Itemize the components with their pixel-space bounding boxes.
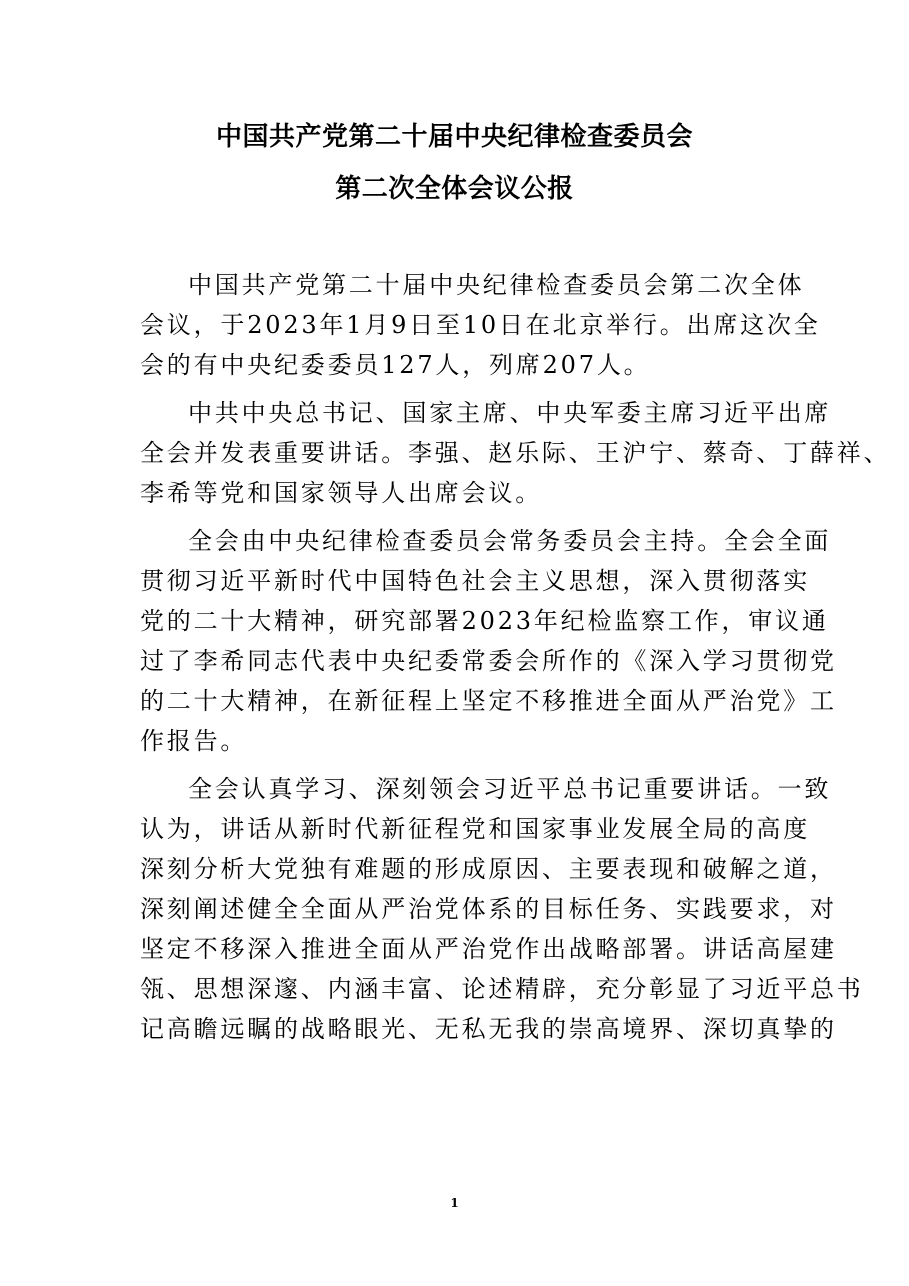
text-line: 的二十大精神，在新征程上坚定不移推进全面从严治党》工 bbox=[140, 687, 837, 715]
text-line: 过了李希同志代表中央纪委常委会所作的《深入学习贯彻党 bbox=[140, 647, 837, 675]
paragraph bbox=[140, 393, 891, 513]
text-line: 李希等党和国家领导人出席会议。 bbox=[140, 479, 542, 507]
paragraph bbox=[140, 265, 821, 385]
document-body bbox=[140, 265, 891, 1057]
document-title bbox=[0, 124, 909, 202]
title-line: 中国共产党第二十届中央纪律检查委员会 bbox=[215, 122, 693, 152]
text-line: 中共中央总书记、国家主席、中央军委主席习近平出席 bbox=[188, 399, 832, 427]
title-line: 第二次全体会议公报 bbox=[335, 174, 574, 204]
text-line: 作报告。 bbox=[140, 727, 248, 755]
text-line: 深刻阐述健全全面从严治党体系的目标任务、实践要求，对 bbox=[140, 895, 837, 923]
text-line: 会的有中央纪委委员127人，列席207人。 bbox=[140, 351, 651, 379]
text-line: 记高瞻远瞩的战略眼光、无私无我的崇高境界、深切真挚的 bbox=[140, 1015, 837, 1043]
text-line: 认为，讲话从新时代新征程党和国家事业发展全局的高度 bbox=[140, 815, 810, 843]
text-line: 全会认真学习、深刻领会习近平总书记重要讲话。一致 bbox=[188, 775, 832, 803]
paragraph bbox=[140, 521, 837, 761]
text-line: 贯彻习近平新时代中国特色社会主义思想，深入贯彻落实 bbox=[140, 567, 810, 595]
text-line: 深刻分析大党独有难题的形成原因、主要表现和破解之道， bbox=[140, 855, 837, 883]
text-line: 党的二十大精神，研究部署2023年纪检监察工作，审议通 bbox=[140, 607, 829, 635]
text-line: 全会由中央纪律检查委员会常务委员会主持。全会全面 bbox=[188, 527, 832, 555]
page-number: 1 bbox=[450, 1196, 459, 1210]
paragraph bbox=[140, 769, 864, 1049]
text-line: 会议，于2023年1月9日至10日在北京举行。出席这次全 bbox=[140, 311, 821, 339]
text-line: 瓴、思想深邃、内涵丰富、论述精辟，充分彰显了习近平总书 bbox=[140, 975, 864, 1003]
text-line: 全会并发表重要讲话。李强、赵乐际、王沪宁、蔡奇、丁薛祥、 bbox=[140, 439, 891, 467]
text-line: 中国共产党第二十届中央纪律检查委员会第二次全体 bbox=[188, 271, 805, 299]
text-line: 坚定不移深入推进全面从严治党作出战略部署。讲话高屋建 bbox=[140, 935, 837, 963]
